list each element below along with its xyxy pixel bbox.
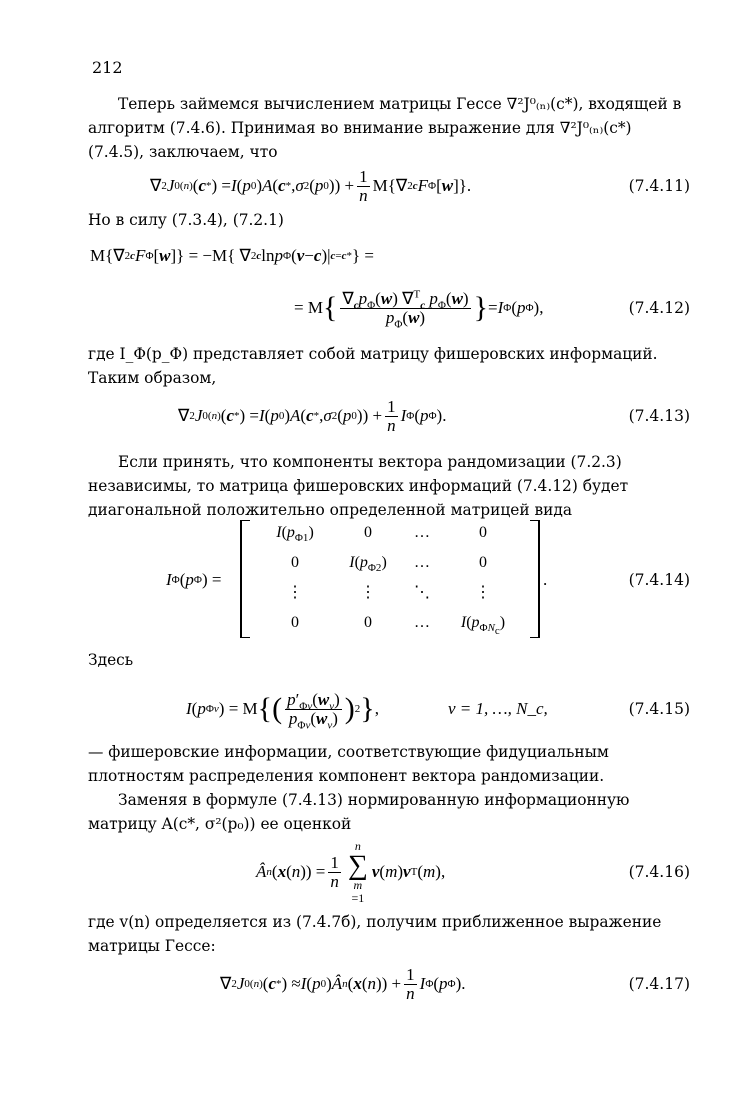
equation-number: (7.4.17) [628,975,690,993]
equation-7-4-13: ∇ 2 J 0 (n) ( c * ) = I ( p 0 ) A ( c * , σ 2 ( p 0 )) + $\frac{1}{n}$ I Φ ( p Φ ). (7.4.13) [178,396,690,435]
equation-number: (7.4.14) [628,571,690,589]
equation-7-4-11: ∇ 2 J 0 (n) ( c * ) = I ( p 0 ) A ( c * , σ 2 ( p 0 )) + $\frac{1}{n}$ M{∇ 2 c F Φ [ w ]}. (7.4.11) [150,166,690,205]
equation-number: (7.4.16) [628,863,690,881]
equation-number: (7.4.13) [628,407,690,425]
paragraph-approx: где v(n) определяется из (7.4.7б), получим приближенное выражение матрицы Гессе: [88,913,662,955]
paragraph-here: Здесь [88,651,134,669]
paragraph-independence: Если принять, что компоненты вектора рандомизации (7.2.3) независимы, то матрица фишеровских информаций (7.4.12) будет диагональной положительно определенной матрицей вида [88,453,629,519]
fisher-matrix: $I(p_{\Phi 1})$ 0 … 0 0 $I(p_{\Phi 2})$ … 0 ⋮ ⋮ ⋱ ⋮ 0 0 … $I(p_{\Phi N_c})$ [240,520,540,638]
equation-7-4-15: I ( p Φν ) = M { ( $\frac{p'_{\Phi\nu}(w_\nu)}{p_{\Phi\nu}(w_\nu)}$ ) 2 } , ν = 1, …, N_c, (7.4.15) [88,680,690,738]
equation-7-4-16: Â n ( x ( n )) = $\frac{1}{n}$ n ∑ m =1 v ( m ) v T ( m ), (7.4.16) [256,838,690,905]
page-number: 212 [92,58,123,77]
paragraph-fisher-info: — фишеровские информации, соответствующие фидуциальным плотностям распределения компонент вектора рандомизации. [88,743,609,785]
equation-number: (7.4.15) [628,700,690,718]
equation-7-4-14-lhs: I Φ ( p Φ ) = . (7.4.14) [88,560,690,600]
paragraph-but: Но в силу (7.3.4), (7.2.1) [88,211,284,229]
equation-number: (7.4.12) [628,299,690,317]
paragraph-fisher-matrix: где I_Φ(p_Φ) представляет собой матрицу фишеровских информаций. Таким образом, [88,345,658,387]
equation-number: (7.4.11) [628,177,690,195]
nu-range: ν = 1, …, N_c, [448,699,548,718]
equation-7-4-12-line1: M{∇ 2 c F Φ [ w ]} = −M{ ∇ 2 c ln p Φ ( v − c )| c=c* } = [90,246,375,265]
equation-7-4-12-line2: = M { $\frac{\nabla_cp_\Phi(w) \nabla^T_c p_\Phi(w)}{p_\Phi(w)}$ } = I Φ ( p Φ ), (7.4.12) [88,280,690,336]
equation-7-4-17: ∇ 2 J 0 (n) ( c * ) ≈ I ( p 0 ) Â n ( x ( n )) + $\frac{1}{n}$ I Φ ( p Φ ). (7.4.17) [220,964,690,1003]
paragraph-intro: Теперь займемся вычислением матрицы Гессе ∇²J⁰₍ₙ₎(c*), входящей в алгоритм (7.4.6). Принимая во внимание выражение для ∇²J⁰₍ₙ₎(c*) (7.4.5), заключаем, что [88,95,682,161]
paragraph-replacing: Заменяя в формуле (7.4.13) нормированную информационную матрицу A(c*, σ²(p₀)) ее оценкой [88,791,630,833]
